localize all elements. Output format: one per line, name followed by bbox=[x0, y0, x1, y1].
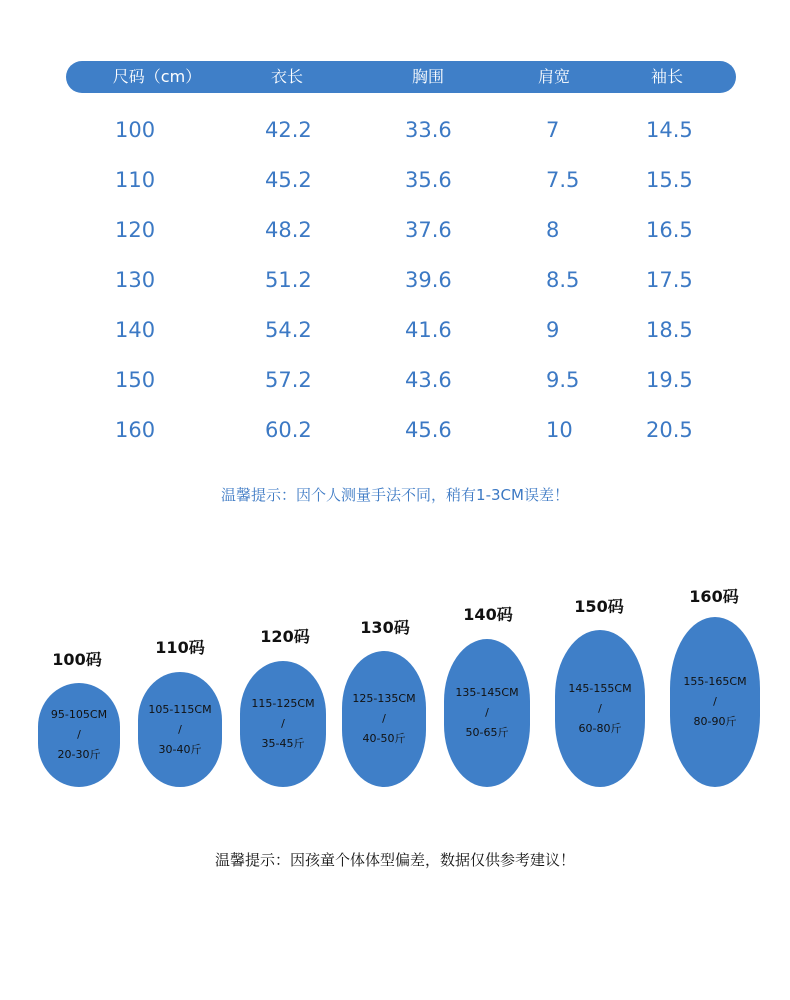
cell-length: 57.2 bbox=[265, 368, 312, 392]
cell-chest: 39.6 bbox=[405, 268, 452, 292]
cell-sleeve: 15.5 bbox=[646, 168, 693, 192]
measurement-note: 温馨提示：因个人测量手法不同，稍有1-3CM误差！ bbox=[221, 486, 569, 504]
capsule-weight: 50-65斤 bbox=[465, 726, 509, 739]
cell-size: 150 bbox=[115, 368, 156, 392]
table-row bbox=[0, 168, 790, 198]
header-shoulder: 肩宽 bbox=[537, 67, 571, 86]
size-label-160: 160码 bbox=[689, 587, 739, 606]
capsule-weight: 60-80斤 bbox=[578, 721, 622, 735]
cell-shoulder: 8 bbox=[546, 218, 560, 242]
size-label-140: 140码 bbox=[463, 605, 513, 624]
capsule-separator: / bbox=[713, 695, 717, 708]
cell-chest: 43.6 bbox=[405, 368, 452, 392]
cell-size: 130 bbox=[115, 268, 156, 292]
capsule-height: 135-145CM bbox=[455, 686, 519, 699]
capsule-height: 155-165CM bbox=[683, 675, 747, 688]
capsule-weight: 30-40斤 bbox=[158, 742, 202, 756]
capsule-weight: 20-30斤 bbox=[57, 748, 101, 761]
cell-sleeve: 20.5 bbox=[646, 418, 693, 442]
table-row bbox=[0, 118, 790, 148]
cell-length: 54.2 bbox=[265, 318, 312, 342]
size-label-130: 130码 bbox=[360, 618, 410, 637]
cell-shoulder: 9 bbox=[546, 318, 560, 342]
header-length: 衣长 bbox=[270, 67, 304, 86]
cell-length: 42.2 bbox=[265, 118, 312, 142]
cell-shoulder: 9.5 bbox=[546, 368, 580, 392]
cell-size: 140 bbox=[115, 318, 156, 342]
capsule-separator: / bbox=[598, 701, 602, 715]
cell-size: 120 bbox=[115, 218, 156, 242]
cell-length: 48.2 bbox=[265, 218, 312, 242]
size-capsule-110 bbox=[138, 672, 222, 787]
size-label-110: 110码 bbox=[155, 638, 205, 657]
size-label-150: 150码 bbox=[574, 597, 624, 616]
capsule-height: 115-125CM bbox=[251, 697, 315, 710]
capsule-weight: 40-50斤 bbox=[362, 732, 406, 745]
size-label-120: 120码 bbox=[260, 627, 310, 646]
header-chest: 胸围 bbox=[411, 67, 445, 86]
capsule-height: 125-135CM bbox=[352, 692, 416, 705]
cell-shoulder: 7 bbox=[546, 118, 560, 142]
header-size: 尺码（cm） bbox=[112, 67, 202, 86]
cell-size: 100 bbox=[115, 118, 156, 142]
table-row bbox=[0, 368, 790, 398]
table-row bbox=[0, 218, 790, 248]
size-label-100: 100码 bbox=[52, 650, 102, 669]
cell-size: 160 bbox=[115, 418, 156, 442]
capsule-height: 145-155CM bbox=[568, 681, 632, 695]
size-capsule-100 bbox=[38, 683, 120, 787]
cell-chest: 35.6 bbox=[405, 168, 452, 192]
capsule-weight: 35-45斤 bbox=[261, 737, 305, 750]
cell-sleeve: 18.5 bbox=[646, 318, 693, 342]
cell-chest: 37.6 bbox=[405, 218, 452, 242]
cell-size: 110 bbox=[115, 168, 156, 192]
size-capsule-160 bbox=[670, 617, 760, 787]
cell-sleeve: 17.5 bbox=[646, 268, 693, 292]
size-capsule-140 bbox=[444, 639, 530, 787]
cell-chest: 41.6 bbox=[405, 318, 452, 342]
capsule-weight: 80-90斤 bbox=[693, 715, 737, 728]
cell-shoulder: 8.5 bbox=[546, 268, 580, 292]
capsule-height: 105-115CM bbox=[148, 702, 212, 716]
cell-shoulder: 10 bbox=[546, 418, 573, 442]
header-sleeve: 袖长 bbox=[650, 67, 684, 86]
cell-sleeve: 14.5 bbox=[646, 118, 693, 142]
cell-sleeve: 16.5 bbox=[646, 218, 693, 242]
table-row bbox=[0, 268, 790, 298]
reference-note: 温馨提示：因孩童个体体型偏差，数据仅供参考建议！ bbox=[214, 851, 575, 869]
cell-shoulder: 7.5 bbox=[546, 168, 580, 192]
size-capsule-150 bbox=[555, 630, 645, 787]
cell-length: 51.2 bbox=[265, 268, 312, 292]
cell-length: 45.2 bbox=[265, 168, 312, 192]
size-table-header bbox=[66, 61, 736, 93]
capsule-separator: / bbox=[281, 717, 285, 730]
table-row bbox=[0, 318, 790, 348]
capsule-height: 95-105CM bbox=[50, 708, 108, 721]
capsule-separator: / bbox=[178, 722, 182, 736]
table-row bbox=[0, 418, 790, 448]
capsule-separator: / bbox=[382, 712, 386, 725]
size-capsule-120 bbox=[240, 661, 326, 787]
size-capsule-130 bbox=[342, 651, 426, 787]
cell-length: 60.2 bbox=[265, 418, 312, 442]
capsule-separator: / bbox=[77, 728, 81, 741]
cell-chest: 45.6 bbox=[405, 418, 452, 442]
cell-chest: 33.6 bbox=[405, 118, 452, 142]
cell-sleeve: 19.5 bbox=[646, 368, 693, 392]
capsule-separator: / bbox=[485, 706, 489, 719]
